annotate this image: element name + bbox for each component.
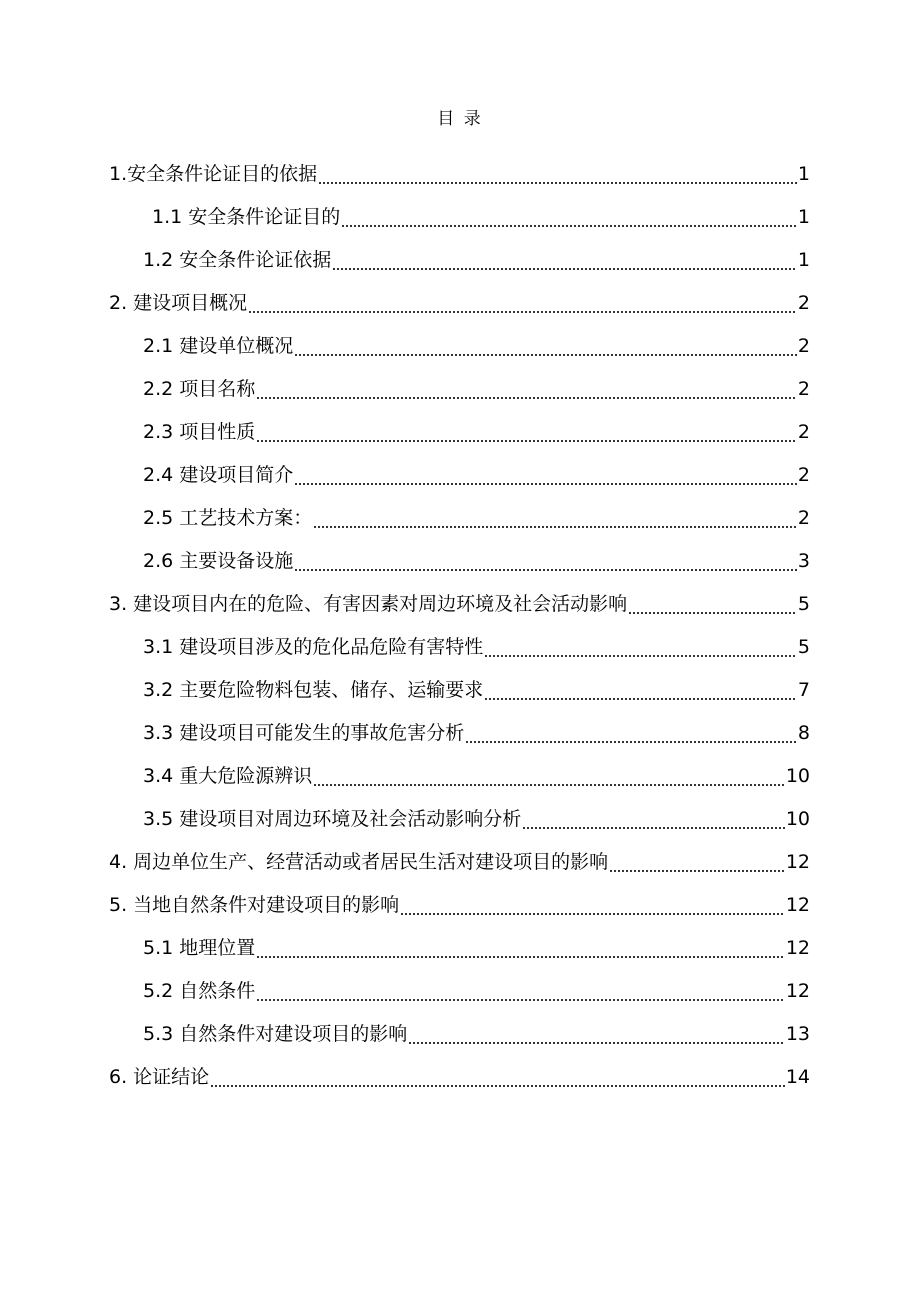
- toc-entry-label: 1.1 安全条件论证目的: [152, 206, 341, 228]
- toc-entry-label: 2.6 主要设备设施: [143, 550, 294, 572]
- toc-entry[interactable]: [143, 331, 810, 361]
- toc-entry[interactable]: [143, 503, 810, 533]
- toc-entry-label: 2.5 工艺技术方案：: [143, 507, 313, 529]
- toc-entry-page: 14: [785, 1066, 810, 1088]
- toc-entry[interactable]: [109, 1062, 810, 1092]
- toc-entry-label: 1.2 安全条件论证依据: [143, 249, 332, 271]
- toc-entry-page: 2: [797, 292, 810, 314]
- toc-leader-dots: [341, 202, 797, 232]
- toc-entry-page: 12: [785, 851, 810, 873]
- toc-entry[interactable]: [143, 718, 810, 748]
- toc-entry-label: 5.1 地理位置: [143, 937, 256, 959]
- toc-entry-page: 1: [797, 163, 810, 185]
- toc-entry-page: 12: [785, 980, 810, 1002]
- toc-entry-label: 3.5 建设项目对周边环境及社会活动影响分析: [143, 808, 522, 830]
- toc-entry-page: 3: [797, 550, 810, 572]
- toc-entry-label: 3.1 建设项目涉及的危化品危险有害特性: [143, 636, 484, 658]
- toc-leader-dots: [313, 503, 797, 533]
- toc-entry[interactable]: [143, 761, 810, 791]
- toc-title: 目 录: [437, 109, 483, 129]
- toc-entry[interactable]: [109, 159, 810, 189]
- toc-entry-page: 2: [797, 335, 810, 357]
- toc-entry-page: 2: [797, 507, 810, 529]
- toc-entry-label: 5.3 自然条件对建设项目的影响: [143, 1023, 408, 1045]
- toc-entry[interactable]: [109, 288, 810, 318]
- toc-entry[interactable]: [143, 417, 810, 447]
- toc-leader-dots: [318, 159, 797, 189]
- toc-entry-label: 1.安全条件论证目的依据: [109, 163, 318, 185]
- toc-leader-dots: [294, 546, 797, 576]
- toc-entry[interactable]: [143, 632, 810, 662]
- toc-entry[interactable]: [143, 546, 810, 576]
- toc-leader-dots: [408, 1019, 785, 1049]
- toc-entry[interactable]: [143, 804, 810, 834]
- toc-leader-dots: [609, 847, 785, 877]
- toc-entry[interactable]: [152, 202, 810, 232]
- toc-leader-dots: [465, 718, 797, 748]
- toc-entry-label: 3.3 建设项目可能发生的事故危害分析: [143, 722, 465, 744]
- toc-entry-label: 3.2 主要危险物料包装、储存、运输要求: [143, 679, 484, 701]
- toc-entry-page: 12: [785, 937, 810, 959]
- toc-entry[interactable]: [143, 245, 810, 275]
- toc-entry-label: 2.2 项目名称: [143, 378, 256, 400]
- toc-entry[interactable]: [109, 589, 810, 619]
- toc-entry-page: 2: [797, 464, 810, 486]
- toc-entry-page: 5: [797, 593, 810, 615]
- toc-leader-dots: [522, 804, 785, 834]
- toc-entry-page: 7: [797, 679, 810, 701]
- toc-entry-page: 2: [797, 378, 810, 400]
- toc-leader-dots: [256, 976, 785, 1006]
- toc-entry[interactable]: [109, 890, 810, 920]
- toc-entry-page: 12: [785, 894, 810, 916]
- toc-entry-page: 8: [797, 722, 810, 744]
- toc-entry-page: 10: [785, 808, 810, 830]
- toc-entry-label: 4. 周边单位生产、经营活动或者居民生活对建设项目的影响: [109, 851, 609, 873]
- toc-entry-label: 5.2 自然条件: [143, 980, 256, 1002]
- toc-entry-page: 2: [797, 421, 810, 443]
- toc-entry[interactable]: [143, 933, 810, 963]
- toc-leader-dots: [256, 374, 797, 404]
- toc-leader-dots: [248, 288, 797, 318]
- toc-entry[interactable]: [143, 374, 810, 404]
- toc-entry[interactable]: [143, 460, 810, 490]
- toc-leader-dots: [400, 890, 785, 920]
- toc-entry-label: 3. 建设项目内在的危险、有害因素对周边环境及社会活动影响: [109, 593, 628, 615]
- toc-entry-label: 2.1 建设单位概况: [143, 335, 294, 357]
- toc-entry[interactable]: [143, 675, 810, 705]
- toc-leader-dots: [294, 460, 797, 490]
- toc-entry-page: 10: [785, 765, 810, 787]
- toc-leader-dots: [484, 632, 797, 662]
- toc-entry-label: 2.3 项目性质: [143, 421, 256, 443]
- toc-entry-page: 1: [797, 206, 810, 228]
- toc-entry-label: 3.4 重大危险源辨识: [143, 765, 313, 787]
- toc-leader-dots: [484, 675, 797, 705]
- toc-entry-label: 6. 论证结论: [109, 1066, 210, 1088]
- toc-entry-page: 5: [797, 636, 810, 658]
- toc-leader-dots: [256, 417, 797, 447]
- toc-leader-dots: [628, 589, 797, 619]
- toc-entry-page: 13: [785, 1023, 810, 1045]
- toc-leader-dots: [332, 245, 797, 275]
- toc-entry[interactable]: [109, 847, 810, 877]
- toc-entry-label: 2. 建设项目概况: [109, 292, 248, 314]
- toc-leader-dots: [210, 1062, 785, 1092]
- toc-leader-dots: [256, 933, 785, 963]
- toc-leader-dots: [313, 761, 785, 791]
- toc-entry[interactable]: [143, 976, 810, 1006]
- toc-entry-label: 5. 当地自然条件对建设项目的影响: [109, 894, 400, 916]
- toc-entry[interactable]: [143, 1019, 810, 1049]
- toc-entry-page: 1: [797, 249, 810, 271]
- toc-leader-dots: [294, 331, 797, 361]
- toc-entry-label: 2.4 建设项目简介: [143, 464, 294, 486]
